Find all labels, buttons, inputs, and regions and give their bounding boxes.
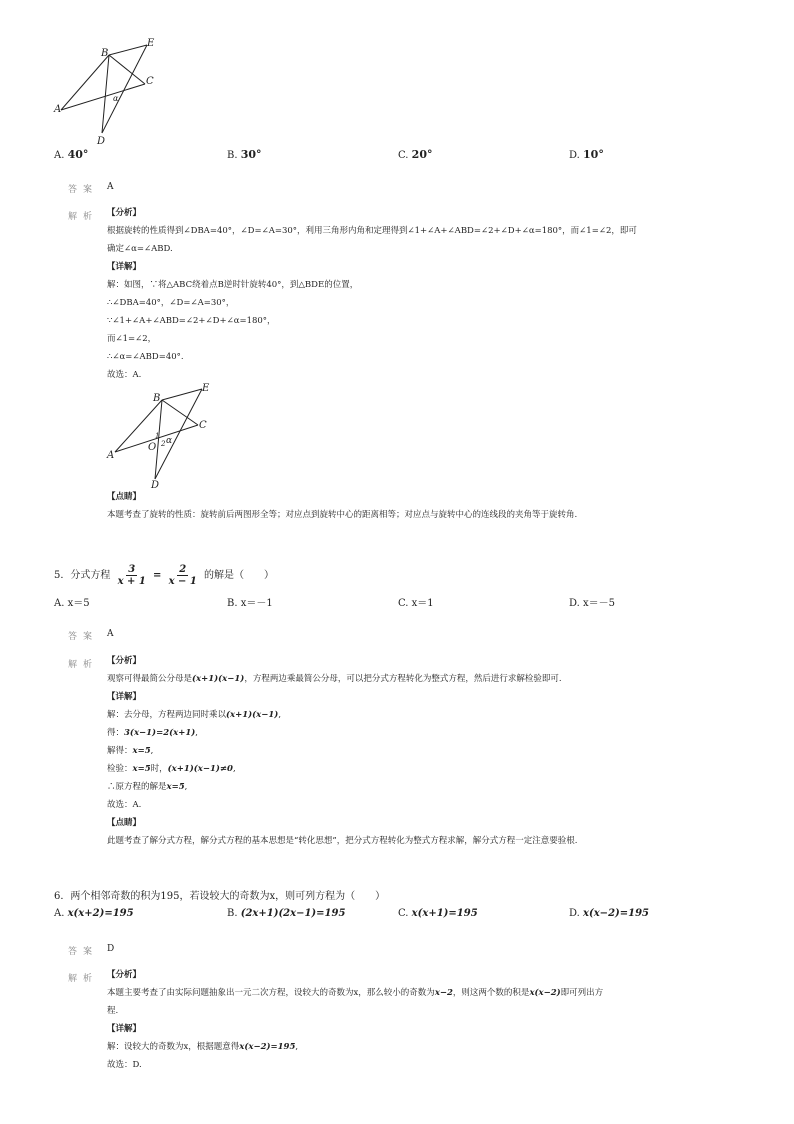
fig1-label-e: E	[147, 38, 155, 49]
q5-l6-text-b: ,	[150, 746, 154, 756]
q5-option-b-value: x＝－1	[240, 598, 273, 609]
q5-l4-text-b: ,	[278, 710, 282, 720]
fig2-label-angle-2: 2	[161, 440, 166, 448]
q5-detail-line-4	[107, 763, 236, 775]
q5-comment-heading: 【点睛】	[107, 818, 142, 828]
q6-answer-value: D	[107, 944, 115, 954]
q5-l2-math: (x+1)(x−1)	[192, 674, 245, 684]
q6-option-c-value: x(x+1)=195	[411, 908, 478, 919]
q5-l7-text-b: 时，	[150, 764, 168, 774]
q5-l7-text-c: ,	[232, 764, 236, 774]
fig1-label-c: C	[146, 76, 154, 87]
q6-l2-text-a: 本题主要考查了由实际问题抽象出一元二次方程，设较大的奇数为x，那么较小的奇数为	[107, 988, 435, 998]
q4-option-c-letter: C.	[398, 150, 409, 161]
q5-answer-label: 答案	[68, 632, 99, 642]
q5-l5-text-b: ,	[195, 728, 198, 738]
q4-detail-line-1: 解：如图，∵将△ABC绕着点B逆时针旋转40°，到△BDE的位置，	[107, 280, 359, 290]
q5-option-d-value: x＝－5	[583, 598, 616, 609]
q5-option-d[interactable]	[569, 594, 615, 609]
fig2-label-c: C	[199, 420, 207, 431]
fig1-label-alpha: α	[113, 94, 119, 103]
q5-l7-text-a: 检验：	[107, 764, 133, 774]
q6-analysis-label: 解析	[68, 974, 99, 984]
q5-title-suffix: 的解是（ ）	[204, 570, 275, 581]
q6-l5-text-a: 解：设较大的奇数为x，根据题意得	[107, 1042, 240, 1052]
q6-answer-label: 答案	[68, 947, 99, 957]
q6-l2-text-c: 即可列出方	[560, 988, 604, 998]
q5-equals: =	[153, 570, 162, 581]
q4-detail-heading: 【详解】	[107, 262, 142, 272]
q5-answer-value: A	[107, 629, 114, 639]
q6-option-a-value: x(x+2)=195	[67, 908, 134, 919]
q5-option-c[interactable]	[398, 594, 434, 609]
q4-option-c[interactable]	[398, 148, 432, 161]
fig1-label-d: D	[97, 136, 106, 146]
q5-fraction-right-num: 2	[179, 564, 187, 575]
q5-l7-math-2: (x+1)(x−1)≠0	[167, 764, 233, 774]
rotation-figure-detail-svg	[102, 380, 222, 492]
q5-fraction-left	[116, 564, 148, 587]
q5-detail-line-3	[107, 745, 153, 757]
q6-option-d-letter: D.	[569, 908, 580, 919]
q5-detail-line-6: 故选：A.	[107, 800, 142, 810]
q5-l7-math-1: x=5	[132, 764, 151, 774]
q6-option-c-letter: C.	[398, 908, 409, 919]
fig1-label-a: A	[54, 104, 62, 115]
q5-analysis-line-1	[107, 673, 562, 685]
q5-option-a-value: x＝5	[67, 598, 90, 609]
q5-option-a-letter: A.	[54, 598, 65, 609]
q6-title: 6．两个相邻奇数的积为195，若设较大的奇数为x，则可列方程为（ ）	[54, 891, 386, 902]
q6-l2-math-1: x−2	[434, 988, 453, 998]
rotation-figure-top-svg	[50, 34, 170, 146]
q6-option-d-value: x(x−2)=195	[583, 908, 650, 919]
q4-option-b[interactable]	[227, 148, 262, 161]
q5-l5-math: 3(x−1)=2(x+1)	[124, 728, 196, 738]
q5-detail-heading: 【详解】	[107, 692, 142, 702]
q6-analysis-line-1	[107, 987, 603, 999]
q4-detail-line-3: ∵∠1+∠A+∠ABD=∠2+∠D+∠α=180°，	[107, 316, 276, 326]
q4-detail-line-6: 故选：A.	[107, 370, 142, 380]
q4-option-d[interactable]	[569, 148, 604, 161]
q6-option-c[interactable]	[398, 908, 478, 919]
q5-comment-text: 此题考查了解分式方程，解分式方程的基本思想是“转化思想”，把分式方程转化为整式方程求解，解分式方程一定注意要验根.	[107, 836, 578, 846]
q5-l2-text-a: 观察可得最简公分母是	[107, 674, 193, 684]
q4-comment-text: 本题考查了旋转的性质：旋转前后两图形全等；对应点到旋转中心的距离相等；对应点与旋转中心的连线段的夹角等于旋转角.	[107, 510, 578, 520]
q5-l6-text-a: 解得：	[107, 746, 133, 756]
q5-option-c-letter: C.	[398, 598, 409, 609]
q6-l5-text-b: ,	[295, 1042, 299, 1052]
q5-analysis-heading: 【分析】	[107, 656, 142, 666]
fig2-label-alpha: α	[166, 436, 173, 446]
q6-l2-text-b: ，则这两个数的积是	[452, 988, 530, 998]
fig2-label-e: E	[202, 383, 210, 394]
q4-option-b-letter: B.	[227, 150, 238, 161]
q6-detail-heading: 【详解】	[107, 1024, 142, 1034]
rotation-figure-detail	[102, 380, 222, 492]
q5-option-c-value: x＝1	[411, 598, 434, 609]
fig2-label-o: O	[148, 442, 157, 453]
q5-l5-text-a: 得：	[107, 728, 125, 738]
q6-option-d[interactable]	[569, 908, 649, 919]
q5-l4-text-a: 解：去分母，方程两边同时乘以	[107, 710, 227, 720]
q5-option-a[interactable]	[54, 594, 90, 609]
fig2-label-d: D	[151, 480, 160, 491]
q5-l8-text-a: ∴原方程的解是	[107, 782, 167, 792]
q4-analysis-line-1: 根据旋转的性质得到∠DBA=40°，∠D=∠A=30°，利用三角形内角和定理得到∠1+∠A+∠ABD=∠2+∠D+∠α=180°，而∠1=∠2，即可	[107, 226, 637, 236]
q4-analysis-heading: 【分析】	[107, 208, 142, 218]
q5-option-d-letter: D.	[569, 598, 580, 609]
q4-analysis-line-2: 确定∠α=∠ABD.	[107, 244, 173, 254]
fig2-label-angle-1: 1	[155, 432, 160, 440]
q5-fraction-right	[167, 564, 199, 587]
q5-detail-line-5	[107, 781, 187, 793]
q5-option-b-letter: B.	[227, 598, 238, 609]
q4-detail-line-4: 而∠1=∠2，	[107, 334, 157, 344]
q4-option-d-letter: D.	[569, 150, 580, 161]
q4-option-a[interactable]	[54, 148, 88, 161]
q4-option-c-value: 20°	[411, 148, 433, 161]
q6-l5-math: x(x−2)=195	[239, 1042, 296, 1052]
q6-analysis-heading: 【分析】	[107, 970, 142, 980]
q4-answer-label: 答案	[68, 185, 99, 195]
q5-option-b[interactable]	[227, 594, 273, 609]
q4-option-b-value: 30°	[240, 148, 262, 161]
q5-l8-math: x=5	[166, 782, 185, 792]
q4-comment-heading: 【点睛】	[107, 492, 142, 502]
q6-option-b-value: (2x+1)(2x−1)=195	[240, 908, 346, 919]
q5-l6-math: x=5	[132, 746, 151, 756]
q5-title	[54, 564, 274, 587]
q6-option-b[interactable]	[227, 908, 345, 919]
q4-detail-line-5: ∴∠α=∠ABD=40°.	[107, 352, 184, 362]
q4-option-d-value: 10°	[583, 148, 604, 161]
q5-fraction-right-den: x − 1	[168, 576, 197, 587]
q4-analysis-label: 解析	[68, 212, 99, 222]
q4-detail-line-2: ∴∠DBA=40°，∠D=∠A=30°，	[107, 298, 235, 308]
q5-detail-line-1	[107, 709, 281, 721]
q5-fraction-left-num: 3	[128, 564, 136, 575]
fig1-label-b: B	[101, 48, 109, 59]
q6-detail-line-1	[107, 1041, 298, 1053]
fig2-label-a: A	[107, 450, 115, 461]
q6-option-b-letter: B.	[227, 908, 238, 919]
q6-detail-line-2: 故选：D.	[107, 1060, 142, 1070]
q4-option-a-value: 40°	[67, 148, 89, 161]
q6-option-a[interactable]	[54, 908, 134, 919]
q5-detail-line-2	[107, 727, 198, 739]
q5-l4-math: (x+1)(x−1)	[226, 710, 279, 720]
q5-analysis-label: 解析	[68, 660, 99, 670]
q5-title-prefix: 5．分式方程	[54, 570, 111, 581]
q4-answer-value: A	[107, 182, 114, 192]
q6-l2-math-2: x(x−2)	[529, 988, 561, 998]
q5-fraction-left-den: x + 1	[117, 576, 146, 587]
q6-analysis-line-2: 程.	[107, 1006, 119, 1016]
fig2-label-b: B	[153, 393, 161, 404]
rotation-figure-top	[50, 34, 170, 146]
q4-option-a-letter: A.	[54, 150, 65, 161]
q5-l2-text-b: ，方程两边乘最简公分母，可以把分式方程转化为整式方程，然后进行求解检验即可.	[244, 674, 562, 684]
q5-l8-text-b: ,	[184, 782, 188, 792]
q6-option-a-letter: A.	[54, 908, 65, 919]
